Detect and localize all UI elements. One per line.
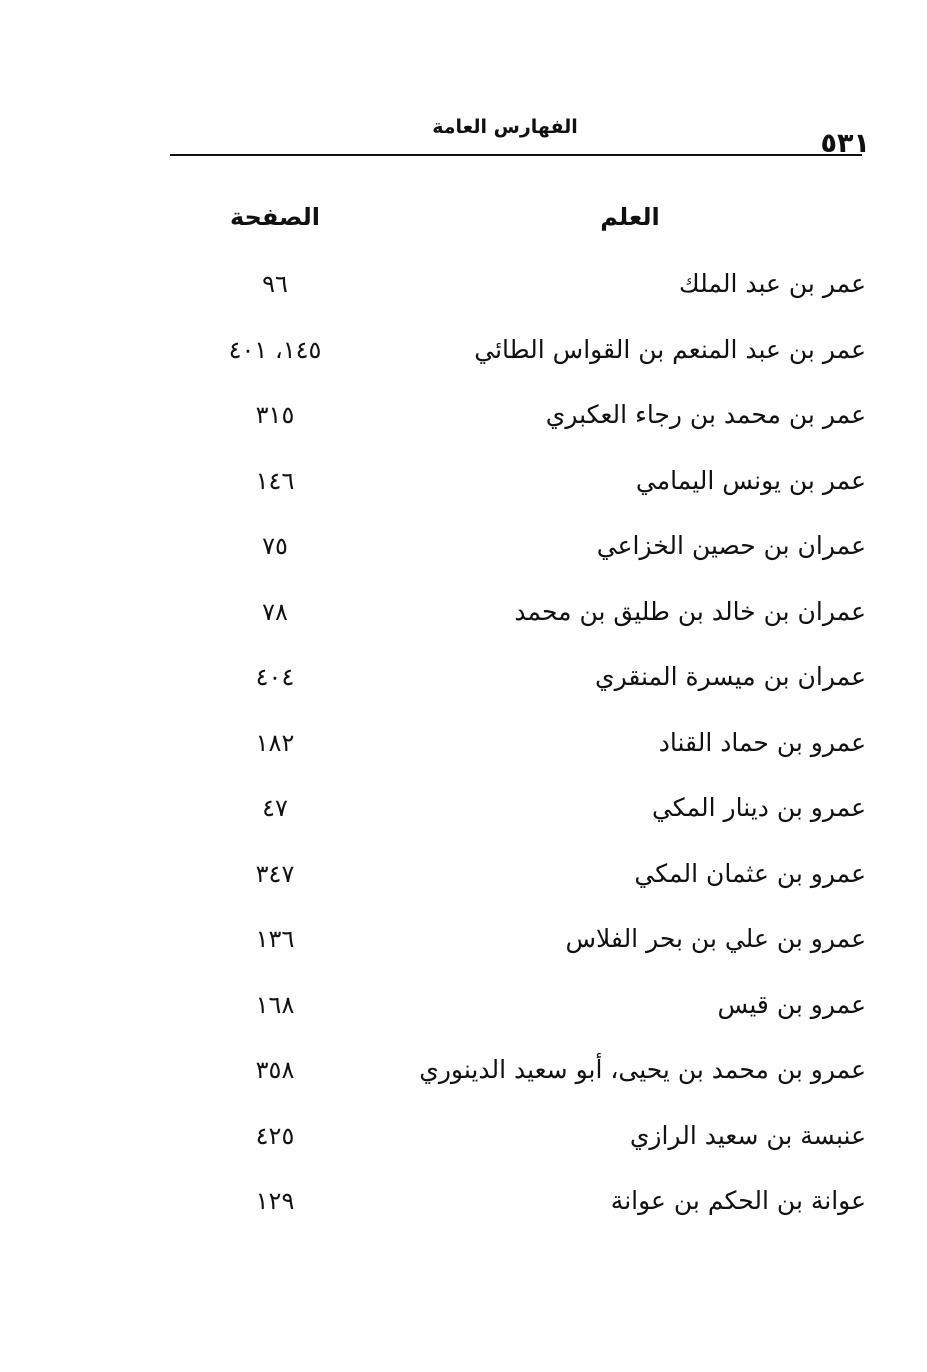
entry-page-ref: ١٣٦ [255, 925, 295, 953]
page-number: ٥٣١ [820, 128, 870, 159]
entry-name: عمرو بن قيس [717, 989, 866, 1019]
index-entry [170, 258, 870, 324]
entry-name: عمرو بن حماد القناد [658, 727, 866, 757]
entry-name: عوانة بن الحكم بن عوانة [610, 1186, 866, 1215]
index-entry [170, 717, 870, 783]
index-entry [170, 651, 870, 717]
entry-name: عمر بن يونس اليمامي [635, 465, 866, 495]
index-entry [170, 520, 870, 586]
entry-page-ref: ٣١٥ [255, 401, 295, 429]
entry-name: عمر بن عبد المنعم بن القواس الطائي [474, 334, 866, 364]
entry-name: عمرو بن دينار المكي [651, 793, 866, 822]
entry-page-ref: ٤٠٤ [255, 663, 295, 691]
entry-name: عمرو بن محمد بن يحيى، أبو سعيد الدينوري [419, 1055, 866, 1084]
entry-name: عمران بن خالد بن طليق بن محمد [514, 596, 866, 626]
column-header-name: العلم [600, 203, 660, 231]
entry-page-ref: ٣٤٧ [255, 859, 295, 888]
index-entry [170, 848, 870, 914]
running-title: الفهارس العامة [432, 116, 578, 138]
index-entry [170, 1110, 870, 1176]
index-entry [170, 782, 870, 848]
index-entry [170, 1044, 870, 1110]
index-entry [170, 455, 870, 521]
index-entry [170, 979, 870, 1045]
entry-name: عمرو بن علي بن بحر الفلاس [565, 924, 866, 953]
index-entry [170, 389, 870, 455]
header-rule [170, 154, 862, 156]
entry-page-ref: ١٤٦ [255, 466, 295, 495]
entry-name: عمر بن محمد بن رجاء العكبري [545, 400, 866, 429]
index-entry [170, 586, 870, 652]
column-header-page: الصفحة [229, 203, 320, 231]
index-entry [170, 913, 870, 979]
entry-page-ref: ٧٨ [262, 597, 288, 626]
entry-page-ref: ٧٥ [262, 532, 288, 560]
entry-name: عمران بن ميسرة المنقري [595, 662, 866, 691]
entry-name: عمر بن عبد الملك [679, 269, 866, 298]
entry-page-ref: ١٢٩ [255, 1187, 295, 1215]
entry-page-ref: ١٤٥، ٤٠١ [228, 335, 322, 364]
entry-page-ref: ٤٢٥ [255, 1121, 295, 1150]
entry-page-ref: ٣٥٨ [255, 1056, 295, 1084]
entry-name: عنبسة بن سعيد الرازي [629, 1120, 866, 1150]
entry-page-ref: ٩٦ [262, 270, 288, 298]
entry-page-ref: ١٨٢ [255, 728, 295, 757]
entry-page-ref: ٤٧ [262, 794, 288, 822]
entry-name: عمرو بن عثمان المكي [634, 858, 866, 888]
entry-name: عمران بن حصين الخزاعي [596, 531, 866, 560]
index-entries [170, 258, 870, 1241]
entry-page-ref: ١٦٨ [255, 990, 295, 1019]
index-entry [170, 324, 870, 390]
index-entry [170, 1175, 870, 1241]
